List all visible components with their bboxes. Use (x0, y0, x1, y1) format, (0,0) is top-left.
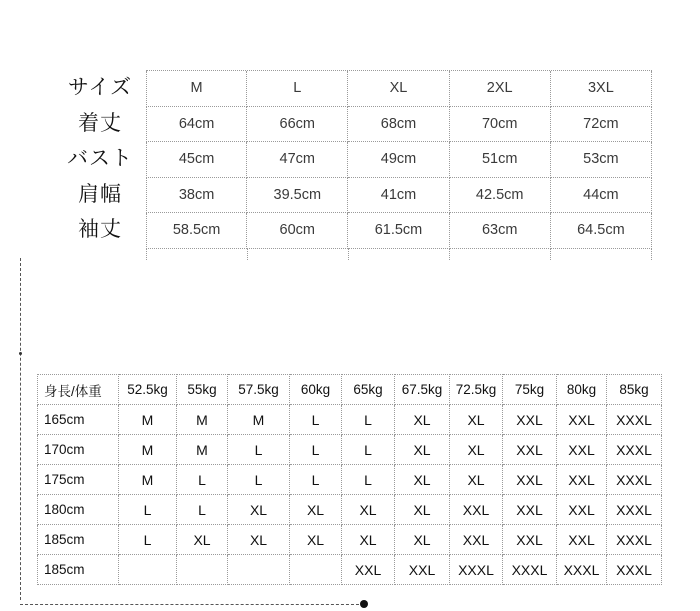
size-chart-cell: 60cm (247, 213, 348, 249)
size-chart-row-labels (54, 70, 146, 248)
recommended-size-cell (177, 555, 228, 585)
recommended-size-cell: XXL (450, 525, 503, 555)
size-header-cell: 3XL (551, 71, 652, 107)
recommended-size-cell: L (119, 495, 177, 525)
size-chart-cell: 68cm (348, 107, 449, 143)
height-label: 165cm (38, 405, 119, 435)
height-weight-table (37, 374, 662, 585)
recommended-size-cell: L (228, 435, 290, 465)
table-stub-line (550, 248, 551, 260)
recommended-size-cell: XL (450, 465, 503, 495)
recommended-size-cell: XXXL (607, 525, 662, 555)
weight-header-cell: 57.5kg (228, 375, 290, 405)
recommended-size-cell (119, 555, 177, 585)
recommended-size-cell: L (342, 405, 395, 435)
recommended-size-cell: XXXL (557, 555, 607, 585)
size-chart-cell: 72cm (551, 107, 652, 143)
size-chart-cell: 64cm (146, 107, 247, 143)
size-chart-cell: 51cm (450, 142, 551, 178)
recommended-size-cell: XXL (503, 435, 557, 465)
recommended-size-cell: XXXL (607, 405, 662, 435)
size-header-cell: XL (348, 71, 449, 107)
recommended-size-cell: XXL (557, 495, 607, 525)
weight-header-cell: 72.5kg (450, 375, 503, 405)
guide-end-dot (360, 600, 368, 608)
recommended-size-cell: XL (228, 495, 290, 525)
size-chart-cell: 64.5cm (551, 213, 652, 249)
recommended-size-cell: M (119, 465, 177, 495)
size-chart-cell: 39.5cm (247, 178, 348, 214)
recommended-size-cell: XXL (503, 525, 557, 555)
size-chart-row-label: 着丈 (78, 110, 122, 135)
recommended-size-cell: L (342, 435, 395, 465)
bottom-dashed-rule (20, 604, 364, 605)
size-chart-cell: 70cm (450, 107, 551, 143)
recommended-size-cell (290, 555, 342, 585)
size-chart-row-label: バスト (67, 146, 133, 170)
weight-header-cell: 75kg (503, 375, 557, 405)
size-chart-cell: 45cm (146, 142, 247, 178)
recommended-size-cell: XL (228, 525, 290, 555)
height-label: 180cm (38, 495, 119, 525)
recommended-size-cell: XXXL (607, 465, 662, 495)
recommended-size-cell: XXL (395, 555, 450, 585)
table-row (38, 525, 662, 555)
size-header-cell: L (247, 71, 348, 107)
recommended-size-cell: XL (342, 495, 395, 525)
recommended-size-cell: L (177, 465, 228, 495)
recommended-size-cell: M (177, 435, 228, 465)
size-chart-row-label: サイズ (67, 75, 133, 99)
size-chart-row-label: 肩幅 (78, 181, 122, 206)
height-label: 185cm (38, 525, 119, 555)
size-chart-table (146, 70, 652, 249)
size-chart-cell: 38cm (146, 178, 247, 214)
recommended-size-cell: XXXL (607, 555, 662, 585)
recommended-size-cell: XL (290, 525, 342, 555)
size-chart-cell: 66cm (247, 107, 348, 143)
recommended-size-cell: XL (177, 525, 228, 555)
weight-header-cell: 67.5kg (395, 375, 450, 405)
weight-header-cell: 65kg (342, 375, 395, 405)
table-row (38, 435, 662, 465)
recommended-size-cell: XXL (557, 465, 607, 495)
size-chart-cell: 63cm (450, 213, 551, 249)
recommended-size-cell: M (177, 405, 228, 435)
size-header-cell: M (146, 71, 247, 107)
size-chart-cell: 49cm (348, 142, 449, 178)
left-dashed-rule (20, 258, 21, 600)
recommended-size-cell: XL (450, 435, 503, 465)
recommended-size-cell: XXXL (450, 555, 503, 585)
size-chart-cell: 42.5cm (450, 178, 551, 214)
recommended-size-cell: XL (342, 525, 395, 555)
guide-dot (19, 352, 22, 355)
recommended-size-cell: L (228, 465, 290, 495)
recommended-size-cell: XXL (557, 435, 607, 465)
recommended-size-cell: XL (395, 405, 450, 435)
table-row (38, 495, 662, 525)
recommended-size-cell: M (119, 435, 177, 465)
height-label: 170cm (38, 435, 119, 465)
table-header-row (38, 375, 662, 405)
recommended-size-cell: XXXL (607, 435, 662, 465)
recommended-size-cell: L (290, 405, 342, 435)
recommended-size-cell: XXL (503, 465, 557, 495)
recommended-size-cell: L (290, 465, 342, 495)
recommended-size-cell: XXL (557, 405, 607, 435)
table-row (38, 555, 662, 585)
recommended-size-cell: XL (395, 525, 450, 555)
recommended-size-cell (228, 555, 290, 585)
recommended-size-cell: XXXL (607, 495, 662, 525)
size-chart-cell: 53cm (551, 142, 652, 178)
recommended-size-cell: XL (395, 435, 450, 465)
size-chart-cell: 41cm (348, 178, 449, 214)
recommended-size-cell: L (177, 495, 228, 525)
weight-header-cell: 55kg (177, 375, 228, 405)
table-row (38, 465, 662, 495)
table-stub-line (348, 248, 349, 260)
size-chart-cell: 61.5cm (348, 213, 449, 249)
corner-label: 身長/体重 (38, 375, 119, 405)
size-chart-row-label: 袖丈 (78, 217, 122, 241)
recommended-size-cell: XXL (503, 495, 557, 525)
recommended-size-cell: XL (290, 495, 342, 525)
recommended-size-cell: XL (395, 495, 450, 525)
recommended-size-cell: XXL (450, 495, 503, 525)
recommended-size-cell: XXXL (503, 555, 557, 585)
height-label: 175cm (38, 465, 119, 495)
weight-header-cell: 85kg (607, 375, 662, 405)
recommended-size-cell: L (342, 465, 395, 495)
recommended-size-cell: XXL (342, 555, 395, 585)
recommended-size-cell: L (290, 435, 342, 465)
recommended-size-cell: XL (450, 405, 503, 435)
height-label: 185cm (38, 555, 119, 585)
weight-header-cell: 52.5kg (119, 375, 177, 405)
table-row (38, 405, 662, 435)
recommended-size-cell: M (228, 405, 290, 435)
size-chart-cell: 47cm (247, 142, 348, 178)
weight-header-cell: 80kg (557, 375, 607, 405)
table-stub-line (146, 248, 147, 260)
recommended-size-cell: XXL (557, 525, 607, 555)
recommended-size-cell: M (119, 405, 177, 435)
recommended-size-cell: L (119, 525, 177, 555)
table-stub-line (449, 248, 450, 260)
size-header-cell: 2XL (450, 71, 551, 107)
weight-header-cell: 60kg (290, 375, 342, 405)
size-chart-cell: 58.5cm (146, 213, 247, 249)
recommended-size-cell: XL (395, 465, 450, 495)
table-stub-line (247, 248, 248, 260)
size-chart-cell: 44cm (551, 178, 652, 214)
recommended-size-cell: XXL (503, 405, 557, 435)
table-stub-line (651, 248, 652, 260)
